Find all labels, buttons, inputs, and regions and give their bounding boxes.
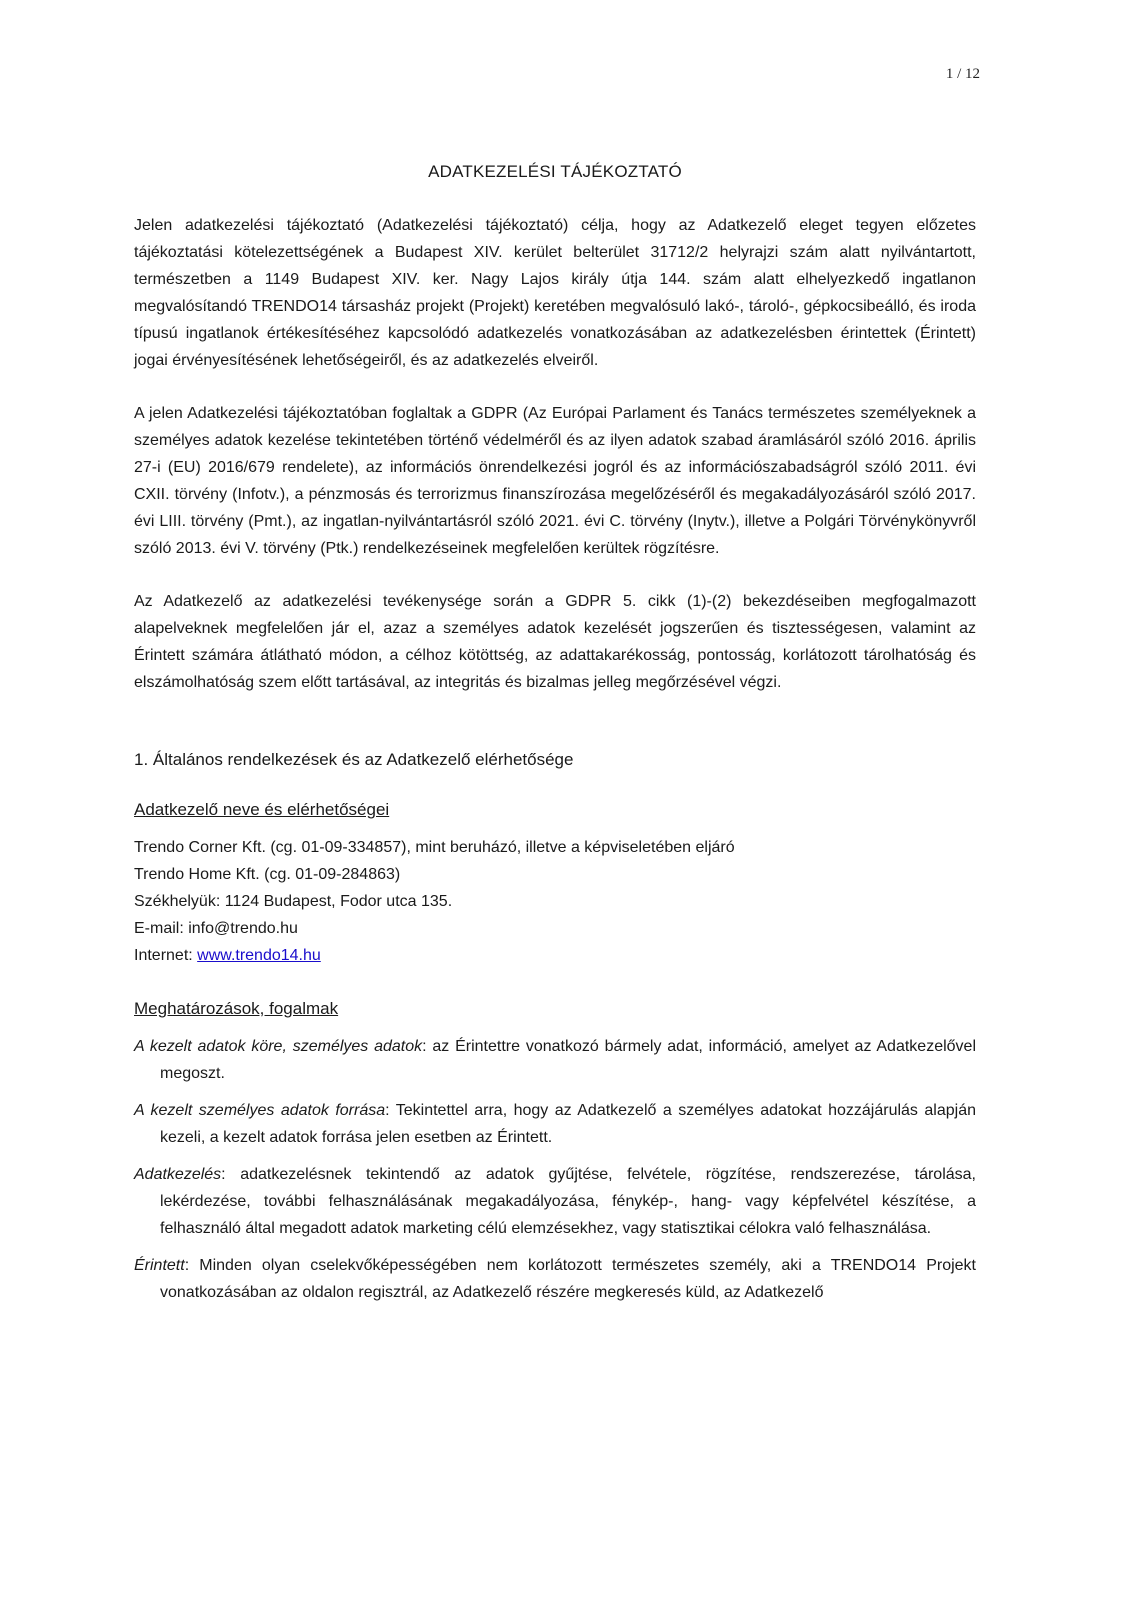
definition-term: Adatkezelés [134,1166,222,1183]
definition-text: : Minden olyan cselekvőképességében nem korlátozott természetes személy, aki a TRENDO14 Projekt vonatkozásában az oldalon regisztrál, az Adatkezelő részére megkeresés küld, az Adatkezelő [160,1257,976,1301]
contact-line-internet [134,942,976,969]
definition-item [134,1033,976,1087]
section-heading-general-provisions: 1. Általános rendelkezések és az Adatkezelő elérhetősége [134,750,574,769]
controller-contact-block [134,834,976,969]
definition-item [134,1161,976,1242]
internet-label: Internet: [134,947,198,964]
definition-text: : Tekintettel arra, hogy az Adatkezelő a személyes adatokat hozzájárulás alapján kezeli, a kezelt adatok forrása jelen esetben az Érintett. [160,1102,976,1146]
contact-line-headquarters: Székhelyük: 1124 Budapest, Fodor utca 135. [134,893,453,910]
definition-term: A kezelt adatok köre, személyes adatok [134,1038,423,1055]
definition-term: A kezelt személyes adatok forrása [134,1102,386,1119]
definition-text: : az Érintettre vonatkozó bármely adat, információ, amelyet az Adatkezelővel megoszt. [160,1038,976,1082]
intro-paragraph-purpose: Jelen adatkezelési tájékoztató (Adatkezelési tájékoztató) célja, hogy az Adatkezelő eleget tegyen előzetes tájékoztatási kötelezettségének a Budapest XIV. kerület belterület 31712/2 helyrajzi szám alatt nyilvántartott, természetben a 1149 Budapest XIV. ker. Nagy Lajos király útja 144. szám alatt elhelyezkedő ingatlanon megvalósítandó TRENDO14 társasház projekt (Projekt) keretében megvalósuló lakó-, tároló-, gépkocsibeálló, és iroda típusú ingatlanok értékesítéséhez kapcsolódó adatkezelés vonatkozásában az adatkezelésben érintettek (Érintett) jogai érvényesítésének lehetőségeiről, és az adatkezelés elveiről. [134,217,976,369]
definition-item [134,1252,976,1306]
intro-paragraph-legal-basis: A jelen Adatkezelési tájékoztatóban foglaltak a GDPR (Az Európai Parlament és Tanács természetes személyeknek a személyes adatok kezelése tekintetében történő védelméről és az ilyen adatok szabad áramlásáról szóló 2016. április 27-i (EU) 2016/679 rendelete), az információs önrendelkezési jogról és az információszabadságról szóló 2011. évi CXII. törvény (Infotv.), a pénzmosás és terrorizmus finanszírozása megelőzéséről és megakadályozásáról szóló 2017. évi LIII. törvény (Pmt.), az ingatlan-nyilvántartásról szóló 2021. évi C. törvény (Inytv.), illetve a Polgári Törvénykönyvről szóló 2013. évi V. törvény (Ptk.) rendelkezéseinek megfelelően kerültek rögzítésre. [134,405,976,557]
definition-term: Érintett [134,1257,185,1274]
document-title: ADATKEZELÉSI TÁJÉKOZTATÓ [428,162,682,181]
contact-line-email: E-mail: info@trendo.hu [134,920,298,937]
subheading-controller-contact: Adatkezelő neve és elérhetőségei [134,800,390,819]
intro-paragraph-principles: Az Adatkezelő az adatkezelési tevékenysége során a GDPR 5. cikk (1)-(2) bekezdéseiben megfogalmazott alapelveknek megfelelően jár el, azaz a személyes adatok kezelését jogszerűen és tisztességesen, valamint az Érintett számára átlátható módon, a célhoz kötöttség, az adattakarékosság, pontosság, korlátozott tárolhatóság és elszámolhatóság szem előtt tartásával, az integritás és bizalmas jelleg megőrzésével végzi. [134,593,976,691]
website-link[interactable]: www.trendo14.hu [197,947,321,964]
document-body [134,160,976,1316]
contact-line-investor: Trendo Corner Kft. (cg. 01-09-334857), mint beruházó, illetve a képviseletében eljáró [134,839,735,856]
definition-item [134,1097,976,1151]
subheading-definitions: Meghatározások, fogalmak [134,999,339,1018]
page-number: 1 / 12 [945,66,980,82]
definition-text: : adatkezelésnek tekintendő az adatok gyűjtése, felvétele, rögzítése, rendszerezése, tárolása, lekérdezése, további felhasználásának megakadályozása, fénykép-, hang- vagy képfelvétel készítése, a felhasználó által megadott adatok marketing célú elemzésekhez, vagy statisztikai célokra való felhasználása. [160,1166,976,1237]
contact-line-representative: Trendo Home Kft. (cg. 01-09-284863) [134,866,401,883]
